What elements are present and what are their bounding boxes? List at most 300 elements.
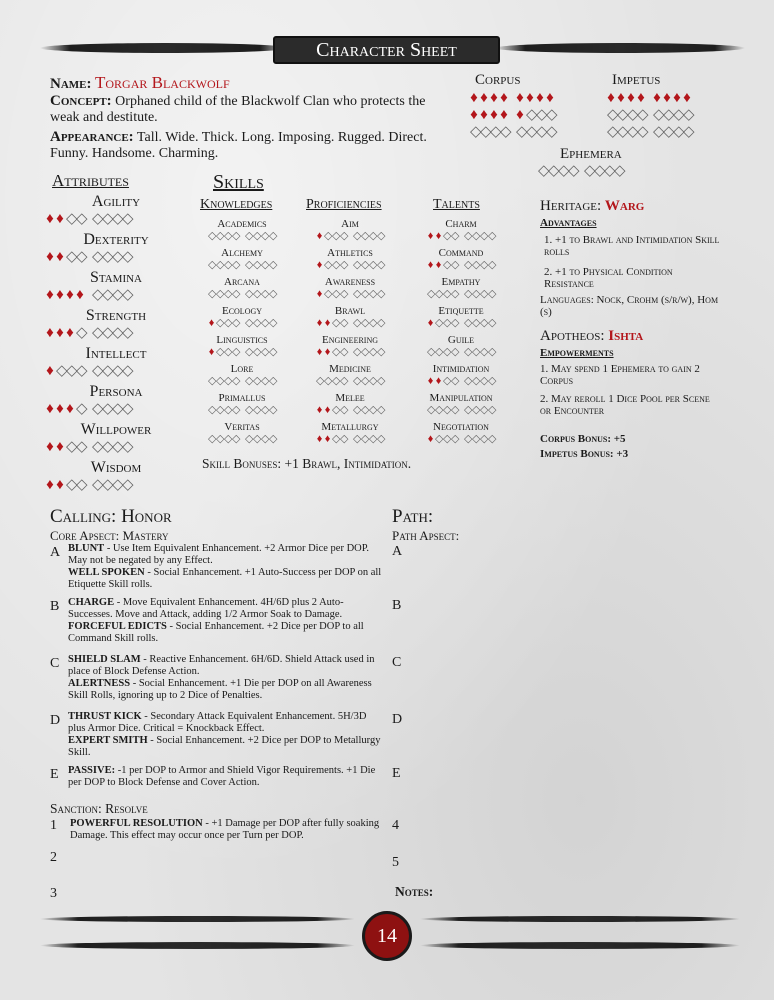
skill-name: Charm bbox=[445, 218, 477, 230]
concept-value: Orphaned child of the Blackwolf Clan who protects the weak and destitute. bbox=[50, 94, 426, 125]
empty-dot: ◇ bbox=[216, 317, 225, 329]
path-letter-b: B bbox=[392, 598, 402, 613]
skill-name: Brawl bbox=[334, 305, 366, 317]
empty-dot: ◇ bbox=[112, 211, 124, 227]
skill-empathy bbox=[411, 276, 511, 305]
bottom-brush-left-lower bbox=[40, 942, 355, 949]
empty-dot: ◇ bbox=[538, 163, 550, 179]
empty-dot: ◇ bbox=[269, 346, 278, 358]
empty-dot: ◇ bbox=[627, 124, 639, 140]
empty-dot: ◇ bbox=[443, 404, 452, 416]
empty-dot: ◇ bbox=[112, 477, 124, 493]
calling-entry-desc: - Social Enhancement. +1 Die per DOP on all Awareness Skill Rolls, ignoring up to 2 Dice of Penalties. bbox=[68, 678, 372, 701]
calling-entry-title: FORCEFUL EDICTS bbox=[68, 621, 167, 632]
empty-dot: ◇ bbox=[340, 259, 349, 271]
empty-dot: ◇ bbox=[66, 249, 78, 265]
calling-entry-desc: -1 per DOP to Armor and Shield Vigor Requirements. +1 Die per DOP to Block Defense and Cover Action. bbox=[68, 765, 376, 788]
filled-dot: ♦ bbox=[46, 325, 54, 341]
empty-dot: ◇ bbox=[663, 124, 675, 140]
skill-name: Command bbox=[438, 247, 484, 259]
empty-dot: ◇ bbox=[269, 404, 278, 416]
skill-name: Aim bbox=[341, 218, 359, 230]
empty-dot: ◇ bbox=[516, 124, 528, 140]
empty-dot: ◇ bbox=[614, 163, 626, 179]
path-aspect: Path Apsect: bbox=[392, 528, 460, 543]
skill-name: Lore bbox=[230, 363, 254, 375]
sanction-number-2: 2 bbox=[50, 850, 57, 865]
calling-entry-desc: - Reactive Enhancement. 6H/6D. Shield Attack used in place of Block Defense Action. bbox=[68, 654, 375, 677]
empty-dot: ◇ bbox=[617, 124, 629, 140]
empty-dot: ◇ bbox=[253, 288, 262, 300]
empty-dot: ◇ bbox=[472, 346, 481, 358]
dot-track bbox=[300, 404, 400, 416]
calling-entry-desc: - Move Equivalent Enhancement. 4H/6D plus 2 Auto-Successes. Move and Attack, adding 1/2 Armor Soak to Damage. bbox=[68, 597, 344, 620]
empty-dot: ◇ bbox=[673, 107, 685, 123]
empty-dot: ◇ bbox=[112, 363, 124, 379]
empty-dot: ◇ bbox=[66, 477, 78, 493]
dot-track bbox=[411, 230, 511, 242]
calling-entry-title: THRUST KICK bbox=[68, 711, 142, 722]
empty-dot: ◇ bbox=[232, 230, 241, 242]
skill-bonuses: Skill Bonuses: +1 Brawl, Intimidation. bbox=[202, 456, 412, 471]
skill-name: Athletics bbox=[327, 247, 373, 259]
corpus-pool bbox=[470, 90, 558, 141]
empty-dot: ◇ bbox=[488, 346, 497, 358]
empty-dot: ◇ bbox=[340, 230, 349, 242]
dot-track bbox=[192, 346, 292, 358]
empty-dot: ◇ bbox=[216, 404, 225, 416]
empty-dot: ◇ bbox=[377, 230, 386, 242]
dot-track bbox=[538, 163, 626, 180]
dot-track bbox=[46, 439, 186, 455]
skill-awareness bbox=[300, 276, 400, 305]
empty-dot: ◇ bbox=[361, 230, 370, 242]
filled-dot: ♦ bbox=[208, 346, 215, 358]
empty-dot: ◇ bbox=[536, 124, 548, 140]
calling-entry-desc: - Social Enhancement. +1 Auto-Success per DOP on all Etiquette Skill rolls. bbox=[68, 567, 382, 590]
character-name: Torgar Blackwolf bbox=[95, 73, 230, 92]
empty-dot: ◇ bbox=[208, 433, 217, 445]
empty-dot: ◇ bbox=[92, 249, 104, 265]
empty-dot: ◇ bbox=[488, 433, 497, 445]
filled-dot: ♦ bbox=[480, 107, 488, 123]
filled-dot: ♦ bbox=[316, 317, 323, 329]
dot-track bbox=[470, 90, 554, 107]
empty-dot: ◇ bbox=[332, 288, 341, 300]
empty-dot: ◇ bbox=[353, 259, 362, 271]
empty-dot: ◇ bbox=[122, 211, 134, 227]
empty-dot: ◇ bbox=[663, 107, 675, 123]
empty-dot: ◇ bbox=[488, 317, 497, 329]
dot-track bbox=[192, 375, 292, 387]
empty-dot: ◇ bbox=[361, 346, 370, 358]
skill-manipulation bbox=[411, 392, 511, 421]
empty-dot: ◇ bbox=[637, 124, 649, 140]
attribute-name: Persona bbox=[89, 383, 143, 400]
empty-dot: ◇ bbox=[245, 230, 254, 242]
empty-dot: ◇ bbox=[464, 346, 473, 358]
empty-dot: ◇ bbox=[76, 325, 88, 341]
dot-track bbox=[411, 404, 511, 416]
empty-dot: ◇ bbox=[488, 404, 497, 416]
empty-dot: ◇ bbox=[427, 288, 436, 300]
dot-track bbox=[300, 346, 400, 358]
calling-letter: D bbox=[50, 713, 61, 728]
empty-dot: ◇ bbox=[261, 259, 270, 271]
empty-dot: ◇ bbox=[443, 346, 452, 358]
empty-dot: ◇ bbox=[92, 439, 104, 455]
empty-dot: ◇ bbox=[216, 230, 225, 242]
filled-dot: ♦ bbox=[627, 90, 635, 106]
calling-entry-title: EXPERT SMITH bbox=[68, 735, 148, 746]
empty-dot: ◇ bbox=[340, 375, 349, 387]
empty-dot: ◇ bbox=[546, 124, 558, 140]
dot-track bbox=[607, 124, 695, 141]
empty-dot: ◇ bbox=[604, 163, 616, 179]
empty-dot: ◇ bbox=[122, 325, 134, 341]
empowerment-2: 2. May reroll 1 Dice Pool per Scene or Encounter bbox=[540, 393, 710, 417]
apotheos-label: Apotheos: bbox=[540, 328, 605, 344]
empty-dot: ◇ bbox=[245, 404, 254, 416]
empty-dot: ◇ bbox=[377, 404, 386, 416]
dot-track bbox=[300, 433, 400, 445]
filled-dot: ♦ bbox=[637, 90, 645, 106]
empty-dot: ◇ bbox=[500, 124, 512, 140]
empowerments-title: Empowerments bbox=[540, 347, 614, 359]
empty-dot: ◇ bbox=[332, 375, 341, 387]
empty-dot: ◇ bbox=[92, 325, 104, 341]
empty-dot: ◇ bbox=[56, 363, 68, 379]
calling-entry-title: BLUNT bbox=[68, 543, 105, 554]
calling-entry bbox=[68, 765, 386, 789]
empty-dot: ◇ bbox=[464, 404, 473, 416]
empty-dot: ◇ bbox=[443, 259, 452, 271]
dot-track bbox=[46, 287, 186, 303]
page-title-banner bbox=[273, 36, 500, 64]
talents-title: Talents bbox=[433, 197, 480, 212]
empty-dot: ◇ bbox=[232, 259, 241, 271]
calling-entry-title: SHIELD SLAM bbox=[68, 654, 141, 665]
empty-dot: ◇ bbox=[269, 433, 278, 445]
empty-dot: ◇ bbox=[377, 288, 386, 300]
empty-dot: ◇ bbox=[253, 317, 262, 329]
filled-dot: ♦ bbox=[56, 439, 64, 455]
empty-dot: ◇ bbox=[245, 375, 254, 387]
filled-dot: ♦ bbox=[46, 401, 54, 417]
empty-dot: ◇ bbox=[224, 317, 233, 329]
attribute-name: Agility bbox=[91, 193, 141, 210]
empty-dot: ◇ bbox=[253, 433, 262, 445]
dot-track bbox=[300, 288, 400, 300]
filled-dot: ♦ bbox=[470, 90, 478, 106]
empty-dot: ◇ bbox=[92, 363, 104, 379]
attribute-agility bbox=[46, 193, 186, 231]
empty-dot: ◇ bbox=[76, 211, 88, 227]
skill-name: Primallus bbox=[218, 392, 266, 404]
empty-dot: ◇ bbox=[653, 124, 665, 140]
empty-dot: ◇ bbox=[361, 433, 370, 445]
empty-dot: ◇ bbox=[232, 404, 241, 416]
apotheos-block bbox=[540, 328, 720, 460]
filled-dot: ♦ bbox=[66, 287, 74, 303]
dot-track bbox=[46, 211, 186, 227]
empty-dot: ◇ bbox=[480, 288, 489, 300]
calling-entry-desc: - Social Enhancement. +2 Dice per DOP to Metallurgy Skill. bbox=[68, 735, 381, 758]
empty-dot: ◇ bbox=[464, 288, 473, 300]
attribute-wisdom bbox=[46, 459, 186, 497]
skill-academics bbox=[192, 218, 292, 247]
calling-entry-title: WELL SPOKEN bbox=[68, 567, 145, 578]
filled-dot: ♦ bbox=[435, 230, 442, 242]
filled-dot: ♦ bbox=[617, 90, 625, 106]
filled-dot: ♦ bbox=[56, 477, 64, 493]
empty-dot: ◇ bbox=[558, 163, 570, 179]
filled-dot: ♦ bbox=[607, 90, 615, 106]
empty-dot: ◇ bbox=[261, 230, 270, 242]
dot-track bbox=[300, 375, 400, 387]
skill-brawl bbox=[300, 305, 400, 334]
empty-dot: ◇ bbox=[253, 404, 262, 416]
empty-dot: ◇ bbox=[369, 375, 378, 387]
empty-dot: ◇ bbox=[232, 317, 241, 329]
empty-dot: ◇ bbox=[536, 107, 548, 123]
empty-dot: ◇ bbox=[526, 124, 538, 140]
empty-dot: ◇ bbox=[340, 346, 349, 358]
dot-track bbox=[411, 288, 511, 300]
empty-dot: ◇ bbox=[443, 317, 452, 329]
empty-dot: ◇ bbox=[122, 249, 134, 265]
filled-dot: ♦ bbox=[316, 404, 323, 416]
dot-track bbox=[46, 363, 186, 379]
sanction-number-1: 1 bbox=[50, 818, 57, 833]
empty-dot: ◇ bbox=[92, 211, 104, 227]
empty-dot: ◇ bbox=[112, 439, 124, 455]
languages: Languages: Nock, Crohm (s/r/w), Hom (s) bbox=[540, 294, 719, 318]
empty-dot: ◇ bbox=[451, 346, 460, 358]
empty-dot: ◇ bbox=[112, 401, 124, 417]
calling-entry bbox=[68, 711, 386, 759]
empty-dot: ◇ bbox=[216, 288, 225, 300]
sanction-number-3: 3 bbox=[50, 886, 57, 901]
empty-dot: ◇ bbox=[451, 404, 460, 416]
skill-name: Alchemy bbox=[221, 247, 263, 259]
empty-dot: ◇ bbox=[224, 433, 233, 445]
empty-dot: ◇ bbox=[451, 259, 460, 271]
empty-dot: ◇ bbox=[208, 375, 217, 387]
skill-lore bbox=[192, 363, 292, 392]
empty-dot: ◇ bbox=[464, 375, 473, 387]
empty-dot: ◇ bbox=[443, 230, 452, 242]
empty-dot: ◇ bbox=[361, 317, 370, 329]
filled-dot: ♦ bbox=[490, 90, 498, 106]
filled-dot: ♦ bbox=[316, 433, 323, 445]
empty-dot: ◇ bbox=[361, 259, 370, 271]
skill-name: Awareness bbox=[324, 276, 376, 288]
skill-athletics bbox=[300, 247, 400, 276]
empty-dot: ◇ bbox=[488, 288, 497, 300]
dot-track bbox=[46, 249, 186, 265]
empty-dot: ◇ bbox=[232, 433, 241, 445]
empty-dot: ◇ bbox=[488, 230, 497, 242]
empty-dot: ◇ bbox=[377, 375, 386, 387]
filled-dot: ♦ bbox=[516, 90, 524, 106]
empty-dot: ◇ bbox=[683, 124, 695, 140]
empty-dot: ◇ bbox=[353, 288, 362, 300]
filled-dot: ♦ bbox=[46, 477, 54, 493]
page-title: Character Sheet bbox=[316, 39, 457, 61]
empty-dot: ◇ bbox=[472, 317, 481, 329]
knowledges-title: Knowledges bbox=[200, 197, 273, 212]
empty-dot: ◇ bbox=[224, 404, 233, 416]
dot-track bbox=[300, 259, 400, 271]
dot-track bbox=[411, 433, 511, 445]
empty-dot: ◇ bbox=[340, 317, 349, 329]
attribute-intellect bbox=[46, 345, 186, 383]
dot-track bbox=[607, 90, 691, 107]
empty-dot: ◇ bbox=[332, 259, 341, 271]
empty-dot: ◇ bbox=[102, 477, 114, 493]
filled-dot: ♦ bbox=[516, 107, 524, 123]
empty-dot: ◇ bbox=[353, 317, 362, 329]
attribute-name: Stamina bbox=[89, 269, 142, 286]
calling-entry-desc: - Social Enhancement. +2 Dice per DOP to all Command Skill rolls. bbox=[68, 621, 364, 644]
filled-dot: ♦ bbox=[324, 346, 331, 358]
filled-dot: ♦ bbox=[46, 211, 54, 227]
dot-track bbox=[300, 230, 400, 242]
impetus-pool bbox=[607, 90, 695, 141]
calling-entry-desc: - Secondary Attack Equivalent Enhancement. 5H/3D plus Armor Dice. Critical = Knockback Effect. bbox=[68, 711, 367, 734]
empty-dot: ◇ bbox=[472, 404, 481, 416]
path-number-4: 4 bbox=[392, 818, 399, 833]
attribute-strength bbox=[46, 307, 186, 345]
empty-dot: ◇ bbox=[102, 249, 114, 265]
proficiencies-list bbox=[300, 218, 400, 450]
filled-dot: ♦ bbox=[536, 90, 544, 106]
empty-dot: ◇ bbox=[245, 346, 254, 358]
empty-dot: ◇ bbox=[261, 375, 270, 387]
dot-track bbox=[46, 401, 186, 417]
impetus-bonus: Impetus Bonus: +3 bbox=[540, 448, 629, 460]
dot-track bbox=[192, 288, 292, 300]
empty-dot: ◇ bbox=[427, 346, 436, 358]
empty-dot: ◇ bbox=[76, 439, 88, 455]
empty-dot: ◇ bbox=[464, 317, 473, 329]
appearance-value: Tall. Wide. Thick. Long. Imposing. Rugged. Direct. Funny. Handsome. Charming. bbox=[50, 130, 427, 161]
empty-dot: ◇ bbox=[369, 404, 378, 416]
sanction-1-title: POWERFUL RESOLUTION bbox=[70, 818, 203, 829]
empty-dot: ◇ bbox=[464, 259, 473, 271]
dot-track bbox=[411, 317, 511, 329]
filled-dot: ♦ bbox=[316, 346, 323, 358]
empty-dot: ◇ bbox=[472, 375, 481, 387]
empty-dot: ◇ bbox=[232, 346, 241, 358]
heritage-value: Warg bbox=[604, 198, 645, 214]
filled-dot: ♦ bbox=[56, 249, 64, 265]
empty-dot: ◇ bbox=[332, 404, 341, 416]
empty-dot: ◇ bbox=[451, 288, 460, 300]
calling-entry-title: CHARGE bbox=[68, 597, 115, 608]
bottom-brush-right-upper bbox=[420, 916, 740, 922]
attributes-list bbox=[46, 193, 186, 497]
empty-dot: ◇ bbox=[472, 433, 481, 445]
filled-dot: ♦ bbox=[546, 90, 554, 106]
skill-name: Ecology bbox=[221, 305, 263, 317]
filled-dot: ♦ bbox=[663, 90, 671, 106]
empty-dot: ◇ bbox=[369, 433, 378, 445]
empty-dot: ◇ bbox=[435, 288, 444, 300]
empty-dot: ◇ bbox=[443, 288, 452, 300]
filled-dot: ♦ bbox=[470, 107, 478, 123]
skill-command bbox=[411, 247, 511, 276]
heritage-label: Heritage: bbox=[540, 198, 602, 214]
attribute-dexterity bbox=[46, 231, 186, 269]
calling-entry-title: ALERTNESS bbox=[68, 678, 131, 689]
empty-dot: ◇ bbox=[594, 163, 606, 179]
empty-dot: ◇ bbox=[208, 259, 217, 271]
empty-dot: ◇ bbox=[269, 375, 278, 387]
empty-dot: ◇ bbox=[102, 287, 114, 303]
empty-dot: ◇ bbox=[435, 433, 444, 445]
advantages-title: Advantages bbox=[540, 217, 597, 229]
filled-dot: ♦ bbox=[427, 259, 434, 271]
empty-dot: ◇ bbox=[232, 375, 241, 387]
filled-dot: ♦ bbox=[46, 287, 54, 303]
empty-dot: ◇ bbox=[253, 375, 262, 387]
empty-dot: ◇ bbox=[472, 259, 481, 271]
empty-dot: ◇ bbox=[269, 259, 278, 271]
empty-dot: ◇ bbox=[102, 325, 114, 341]
skill-name: Etiquette bbox=[438, 305, 484, 317]
empty-dot: ◇ bbox=[224, 230, 233, 242]
empty-dot: ◇ bbox=[435, 404, 444, 416]
empty-dot: ◇ bbox=[526, 107, 538, 123]
path-title: Path: bbox=[392, 506, 434, 527]
skill-name: Engineering bbox=[321, 334, 379, 346]
filled-dot: ♦ bbox=[427, 317, 434, 329]
empty-dot: ◇ bbox=[216, 259, 225, 271]
concept-label: Concept: bbox=[50, 93, 112, 109]
empty-dot: ◇ bbox=[480, 375, 489, 387]
empty-dot: ◇ bbox=[224, 346, 233, 358]
skill-name: Medicine bbox=[329, 363, 371, 375]
skill-ecology bbox=[192, 305, 292, 334]
empty-dot: ◇ bbox=[353, 404, 362, 416]
attribute-name: Intellect bbox=[85, 345, 147, 362]
empty-dot: ◇ bbox=[464, 230, 473, 242]
dot-track bbox=[411, 259, 511, 271]
skill-name: Empathy bbox=[441, 276, 481, 288]
empty-dot: ◇ bbox=[548, 163, 560, 179]
calling-entry bbox=[68, 597, 386, 645]
empty-dot: ◇ bbox=[340, 288, 349, 300]
top-brush-left bbox=[40, 43, 290, 53]
top-brush-right bbox=[495, 43, 745, 53]
empty-dot: ◇ bbox=[353, 433, 362, 445]
skill-metallurgy bbox=[300, 421, 400, 450]
empty-dot: ◇ bbox=[480, 230, 489, 242]
empty-dot: ◇ bbox=[377, 433, 386, 445]
empty-dot: ◇ bbox=[673, 124, 685, 140]
empty-dot: ◇ bbox=[261, 346, 270, 358]
empty-dot: ◇ bbox=[232, 288, 241, 300]
empty-dot: ◇ bbox=[76, 249, 88, 265]
empty-dot: ◇ bbox=[369, 346, 378, 358]
calling-letter: B bbox=[50, 599, 60, 614]
filled-dot: ♦ bbox=[427, 375, 434, 387]
sanction-1-text bbox=[70, 818, 385, 842]
empty-dot: ◇ bbox=[224, 375, 233, 387]
filled-dot: ♦ bbox=[490, 107, 498, 123]
